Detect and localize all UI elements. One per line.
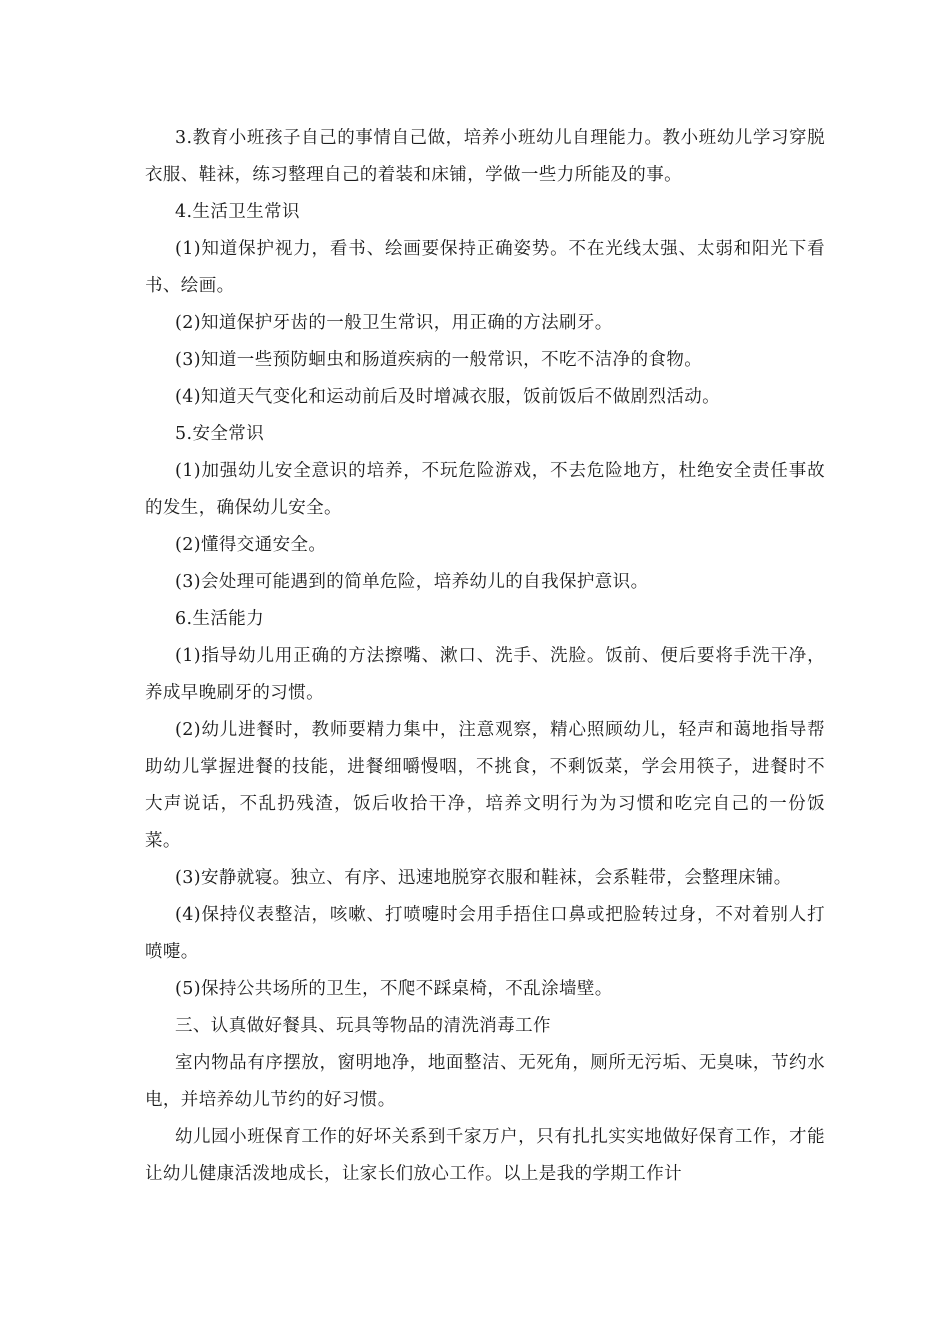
- paragraph-vision: (1)知道保护视力，看书、绘画要保持正确姿势。不在光线太强、太弱和阳光下看书、绘画。: [145, 239, 825, 296]
- document-page: [145, 120, 825, 1193]
- paragraph-traffic: (2)懂得交通安全。: [175, 535, 327, 555]
- paragraph-self-care: 3.教育小班孩子自己的事情自己做，培养小班幼儿自理能力。教小班幼儿学习穿脱 衣服、鞋袜，练习整理自己的着装和床铺，学做一些力所能及的事。: [145, 128, 825, 185]
- paragraph-indoor: 室内物品有序摆放，窗明地净，地面整洁、无死角，厕所无污垢、无臭味，节约水电，并培养幼儿节约的好习惯。: [145, 1053, 825, 1110]
- paragraph-disease: (3)知道一些预防蛔虫和肠道疾病的一般常识，不吃不洁净的食物。: [175, 350, 703, 370]
- heading-hygiene: 4.生活卫生常识: [175, 202, 300, 222]
- paragraph-self-protection: (3)会处理可能遇到的简单危险，培养幼儿的自我保护意识。: [175, 572, 649, 592]
- paragraph-appearance: (4)保持仪表整洁，咳嗽、打喷嚏时会用手捂住口鼻或把脸转过身，不对着别人打喷嚏。: [145, 905, 825, 962]
- paragraph-public-hygiene: (5)保持公共场所的卫生，不爬不踩桌椅，不乱涂墙壁。: [175, 979, 613, 999]
- paragraph-washing: (1)指导幼儿用正确的方法擦嘴、漱口、洗手、洗脸。饭前、便后要将手洗干净，养成早晚刷牙的习惯。: [145, 646, 825, 703]
- heading-safety: 5.安全常识: [175, 424, 265, 444]
- paragraph-clothing: (4)知道天气变化和运动前后及时增减衣服，饭前饭后不做剧烈活动。: [175, 387, 721, 407]
- paragraph-sleep: (3)安静就寝。独立、有序、迅速地脱穿衣服和鞋袜，会系鞋带，会整理床铺。: [175, 868, 792, 888]
- paragraph-safety-awareness: (1)加强幼儿安全意识的培养，不玩危险游戏，不去危险地方，杜绝安全责任事故的发生，确保幼儿安全。: [145, 461, 825, 518]
- paragraph-conclusion: 幼儿园小班保育工作的好坏关系到千家万户，只有扎扎实实地做好保育工作，才能让幼儿健康活泼地成长，让家长们放心工作。以上是我的学期工作计: [145, 1127, 825, 1184]
- paragraph-meals: (2)幼儿进餐时，教师要精力集中，注意观察，精心照顾幼儿，轻声和蔼地指导帮助幼儿掌握进餐的技能，进餐细嚼慢咽，不挑食，不剩饭菜，学会用筷子，进餐时不大声说话，不乱扔残渣，饭后收拾干净，培养文明行为为习惯和吃完自己的一份饭菜。: [145, 720, 825, 851]
- paragraph-teeth: (2)知道保护牙齿的一般卫生常识，用正确的方法刷牙。: [175, 313, 613, 333]
- heading-disinfection: 三、认真做好餐具、玩具等物品的清洗消毒工作: [175, 1016, 551, 1036]
- heading-living-ability: 6.生活能力: [175, 609, 265, 629]
